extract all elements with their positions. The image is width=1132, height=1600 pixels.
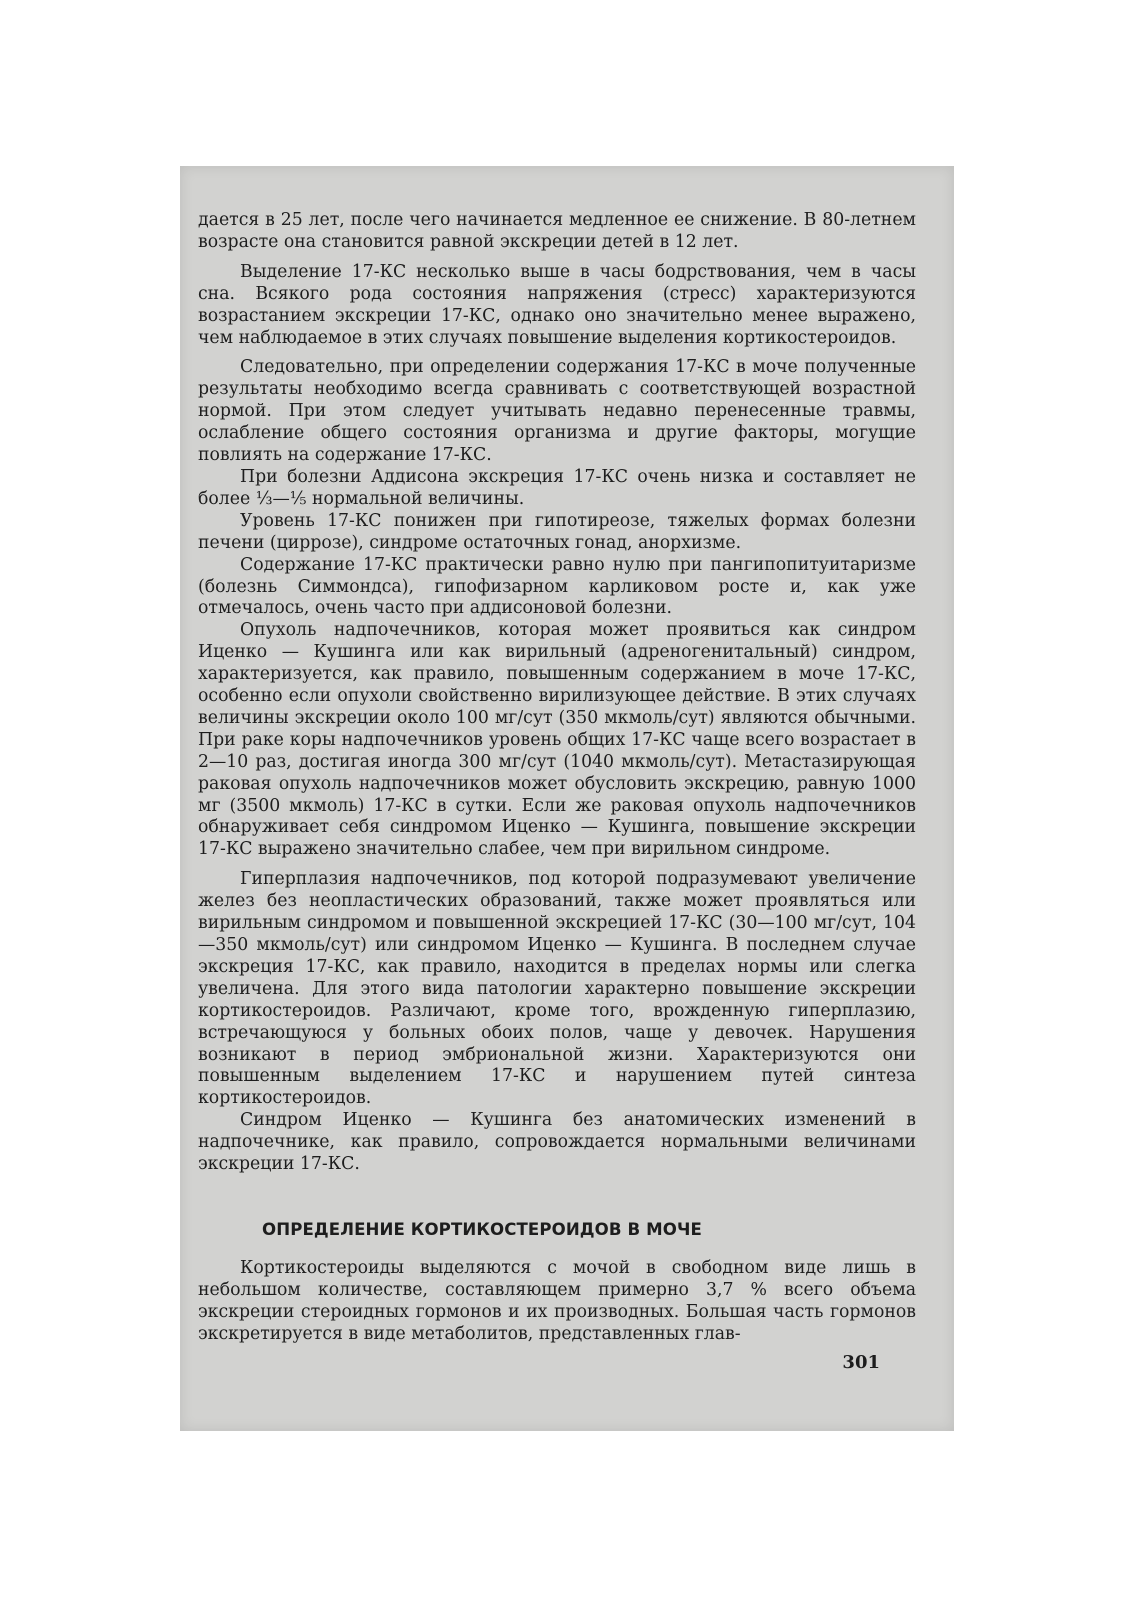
paragraph: Опухоль надпочечников, которая может проявиться как синдром Иценко — Кушинга или как вирильный (адреногенитальный) синдром, характеризуется, как правило, повышенным содержанием в моче 17-КС, особенно если опухоли свойственно вирилизующее действие. В этих случаях величины экскреции около 100 мг/сут (350 мкмоль/сут) являются обычными. При раке коры надпочечников уровень общих 17-КС чаще всего возрастает в 2—10 раз, достигая иногда 300 мг/сут (1040 мкмоль/сут). Метастазирующая раковая опухоль надпочечников может обусловить экскрецию, равную 1000 мг (3500 мкмоль) 17-КС в сутки. Если же раковая опухоль надпочечников обнаруживает себя синдромом Иценко — Кушинга, повышение экскреции 17-КС выражено значительно слабее, чем при вирильном синдроме. — [198, 620, 916, 860]
paragraph: Синдром Иценко — Кушинга без анатомических изменений в надпочечнике, как правило, сопровождается нормальными величинами экскреции 17-КС. — [198, 1110, 916, 1175]
paragraph: Кортикостероиды выделяются с мочой в свободном виде лишь в небольшом количестве, составляющем примерно 3,7 % всего объема экскреции стероидных гормонов и их производных. Большая часть гормонов экскретируется в виде метаболитов, представленных глав- — [198, 1258, 916, 1344]
section-heading: ОПРЕДЕЛЕНИЕ КОРТИКОСТЕРОИДОВ В МОЧЕ — [262, 1220, 702, 1239]
paragraph: Содержание 17-КС практически равно нулю при пангипопитуитаризме (болезнь Симмондса), гипофизарном карликовом росте и, как уже отмечалось, очень часто при аддисоновой болезни. — [198, 554, 916, 619]
scanned-page — [180, 166, 954, 1431]
paragraph: При болезни Аддисона экскреция 17-КС очень низка и составляет не более ⅓—⅕ нормальной величины. — [198, 466, 916, 509]
paragraph: Выделение 17-КС несколько выше в часы бодрствования, чем в часы сна. Всякого рода состояния напряжения (стресс) характеризуются возрастанием экскреции 17-КС, однако оно значительно менее выражено, чем наблюдаемое в этих случаях повышение выделения кортикостероидов. — [198, 261, 916, 348]
section-body-text — [198, 1258, 916, 1346]
paragraph: Гиперплазия надпочечников, под которой подразумевают увеличение желез без неопластических образований, также может проявляться или вирильным синдромом и повышенной экскрецией 17-КС (30—100 мг/сут, 104—350 мкмоль/сут) или синдромом Иценко — Кушинга. В последнем случае экскреция 17-КС, как правило, находится в пределах нормы или слегка увеличена. Для этого вида патологии характерно повышение экскреции кортикостероидов. Различают, кроме того, врожденную гиперплазию, встречающуюся у больных обоих полов, чаще у девочек. Нарушения возникают в период эмбриональной жизни. Характеризуются они повышенным выделением 17-КС и нарушением путей синтеза кортикостероидов. — [198, 869, 916, 1109]
body-text — [198, 210, 916, 1176]
page-number: 301 — [842, 1352, 880, 1373]
paragraph-continuation: дается в 25 лет, после чего начинается медленное ее снижение. В 80-летнем возрасте она становится равной экскреции детей в 12 лет. — [198, 210, 916, 252]
paragraph: Уровень 17-КС понижен при гипотиреозе, тяжелых формах болезни печени (циррозе), синдроме остаточных гонад, анорхизме. — [198, 510, 916, 553]
paragraph: Следовательно, при определении содержания 17-КС в моче полученные результаты необходимо всегда сравнивать с соответствующей возрастной нормой. При этом следует учитывать недавно перенесенные травмы, ослабление общего состояния организма и другие факторы, могущие повлиять на содержание 17-КС. — [198, 357, 916, 466]
